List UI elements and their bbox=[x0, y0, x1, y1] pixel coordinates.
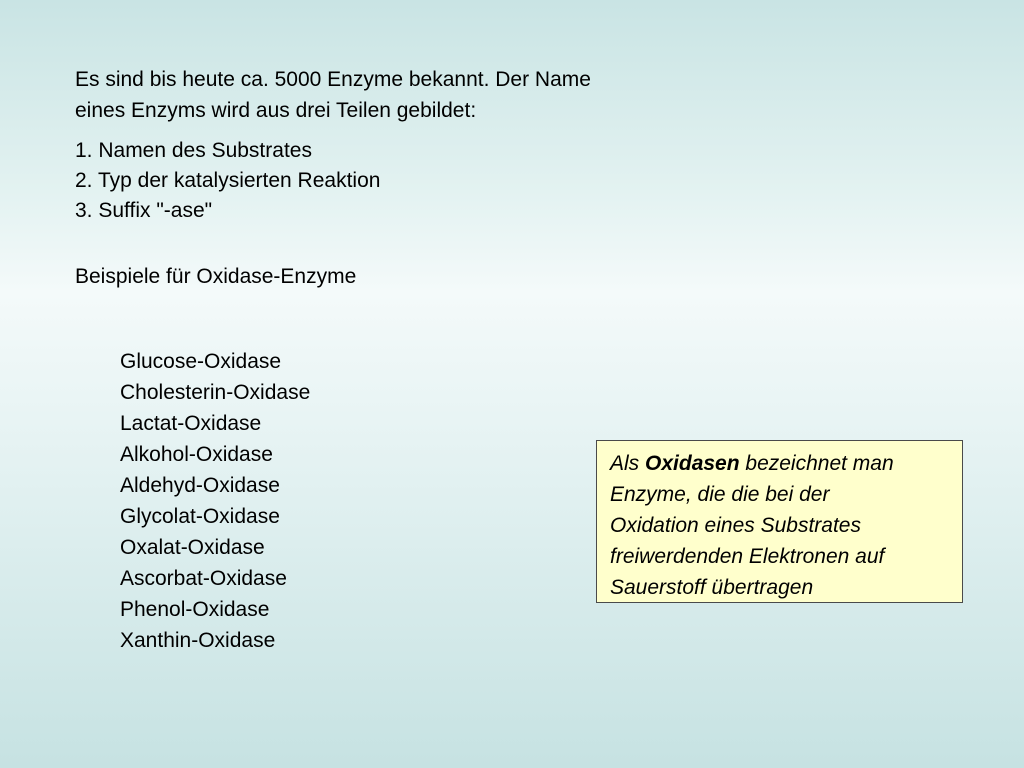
definition-line-5: Sauerstoff übertragen bbox=[610, 576, 814, 599]
naming-step: 3. Suffix "-ase" bbox=[75, 199, 213, 222]
definition-line-4: freiwerdenden Elektronen auf bbox=[610, 545, 885, 568]
examples-heading: Beispiele für Oxidase-Enzyme bbox=[75, 265, 357, 288]
naming-step: 2. Typ der katalysierten Reaktion bbox=[75, 169, 381, 192]
definition-line-2: Enzyme, die die bei der bbox=[610, 483, 830, 506]
enzyme-item: Glucose-Oxidase bbox=[120, 350, 282, 373]
enzyme-item: Alkohol-Oxidase bbox=[120, 443, 273, 466]
enzyme-item: Aldehyd-Oxidase bbox=[120, 474, 280, 497]
intro-paragraph bbox=[75, 64, 591, 126]
enzyme-item: Ascorbat-Oxidase bbox=[120, 567, 287, 590]
enzyme-item: Phenol-Oxidase bbox=[120, 598, 270, 621]
definition-line-1-rest: bezeichnet man bbox=[739, 452, 894, 475]
enzyme-item: Xanthin-Oxidase bbox=[120, 629, 276, 652]
enzyme-item: Glycolat-Oxidase bbox=[120, 505, 280, 528]
intro-line-1: Es sind bis heute ca. 5000 Enzyme bekannt. Der Name bbox=[75, 68, 591, 91]
intro-line-2: eines Enzyms wird aus drei Teilen gebildet: bbox=[75, 99, 477, 122]
oxidase-definition-box bbox=[596, 440, 963, 603]
enzyme-item: Oxalat-Oxidase bbox=[120, 536, 265, 559]
definition-prefix: Als bbox=[610, 452, 646, 475]
definition-line-3: Oxidation eines Substrates bbox=[610, 514, 861, 537]
enzyme-item: Cholesterin-Oxidase bbox=[120, 381, 311, 404]
definition-line-1 bbox=[610, 448, 952, 479]
definition-term: Oxidasen bbox=[645, 452, 740, 475]
naming-step: 1. Namen des Substrates bbox=[75, 139, 312, 162]
enzyme-item: Lactat-Oxidase bbox=[120, 412, 262, 435]
enzyme-list bbox=[120, 346, 310, 656]
naming-steps-list bbox=[75, 136, 380, 226]
